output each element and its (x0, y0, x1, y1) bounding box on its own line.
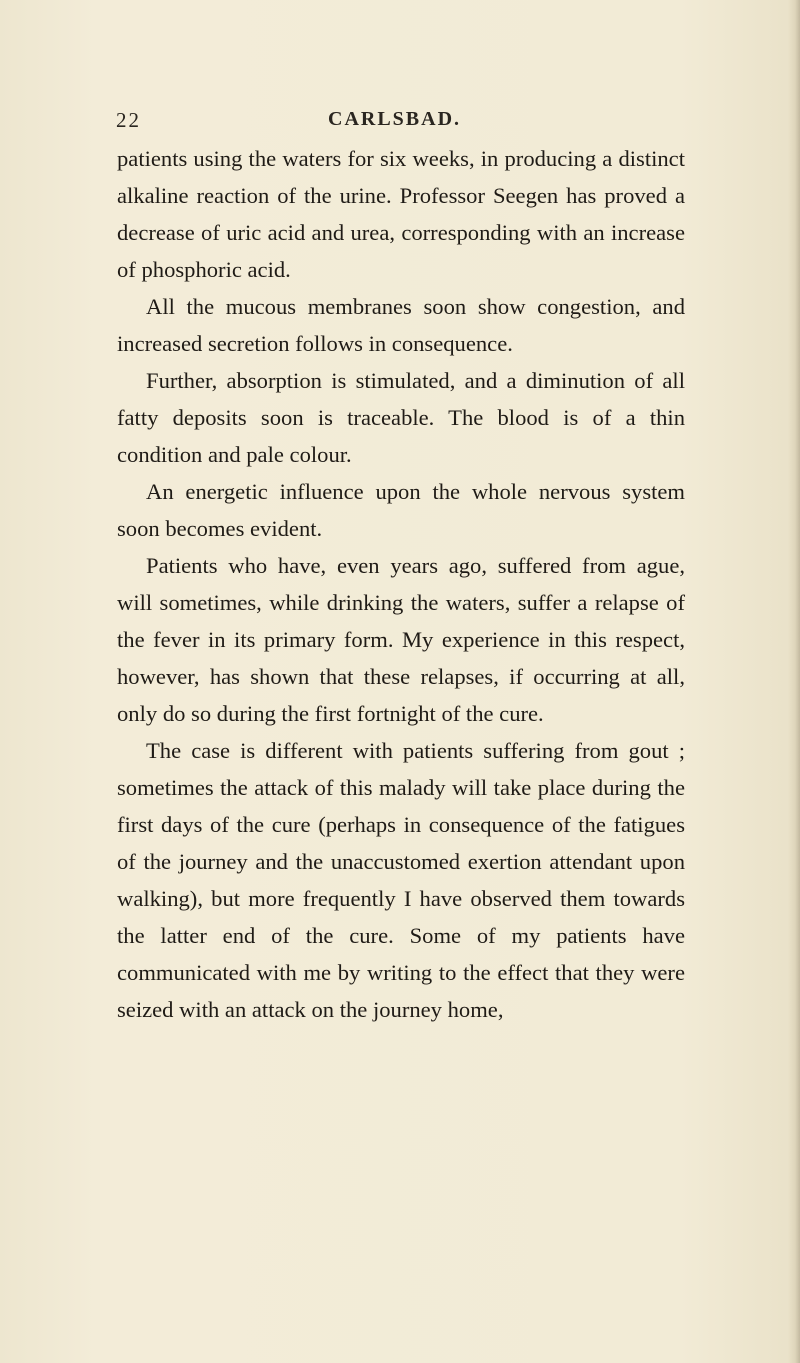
paragraph-continued: patients using the waters for six weeks, in producing a distinct alkaline reaction of the urine. Professor Seegen has proved a decrease of uric acid and urea, corresponding with an increase of phosphoric acid. (117, 146, 685, 282)
page-edge-shadow (788, 0, 800, 1363)
paragraph-absorption: Further, absorption is stimulated, and a diminution of all fatty deposits soon is traceable. The blood is of a thin condition and pale colour. (117, 368, 685, 467)
body-text (117, 140, 685, 1028)
page-number: 22 (116, 108, 141, 132)
paragraph-gout: The case is different with patients suffering from gout ; sometimes the attack of this malady will take place during the first days of the cure (perhaps in consequence of the fatigues of the journey and the unaccustomed exertion attendant upon walking), but more frequently I have observed them towards the latter end of the cure. Some of my patients have communicated with me by writing to the effect that they were seized with an attack on the journey home, (117, 738, 685, 1022)
paragraph-mucous-membranes: All the mucous membranes soon show congestion, and increased secretion follows in consequence. (117, 294, 685, 356)
paragraph-nervous-system: An energetic influence upon the whole nervous system soon becomes evident. (117, 479, 685, 541)
running-head: CARLSBAD. (328, 108, 462, 130)
paragraph-ague: Patients who have, even years ago, suffered from ague, will sometimes, while drinking the waters, suffer a relapse of the fever in its primary form. My experience in this respect, however, has shown that these relapses, if occurring at all, only do so during the first fortnight of the cure. (117, 553, 685, 726)
page-header (0, 108, 800, 142)
